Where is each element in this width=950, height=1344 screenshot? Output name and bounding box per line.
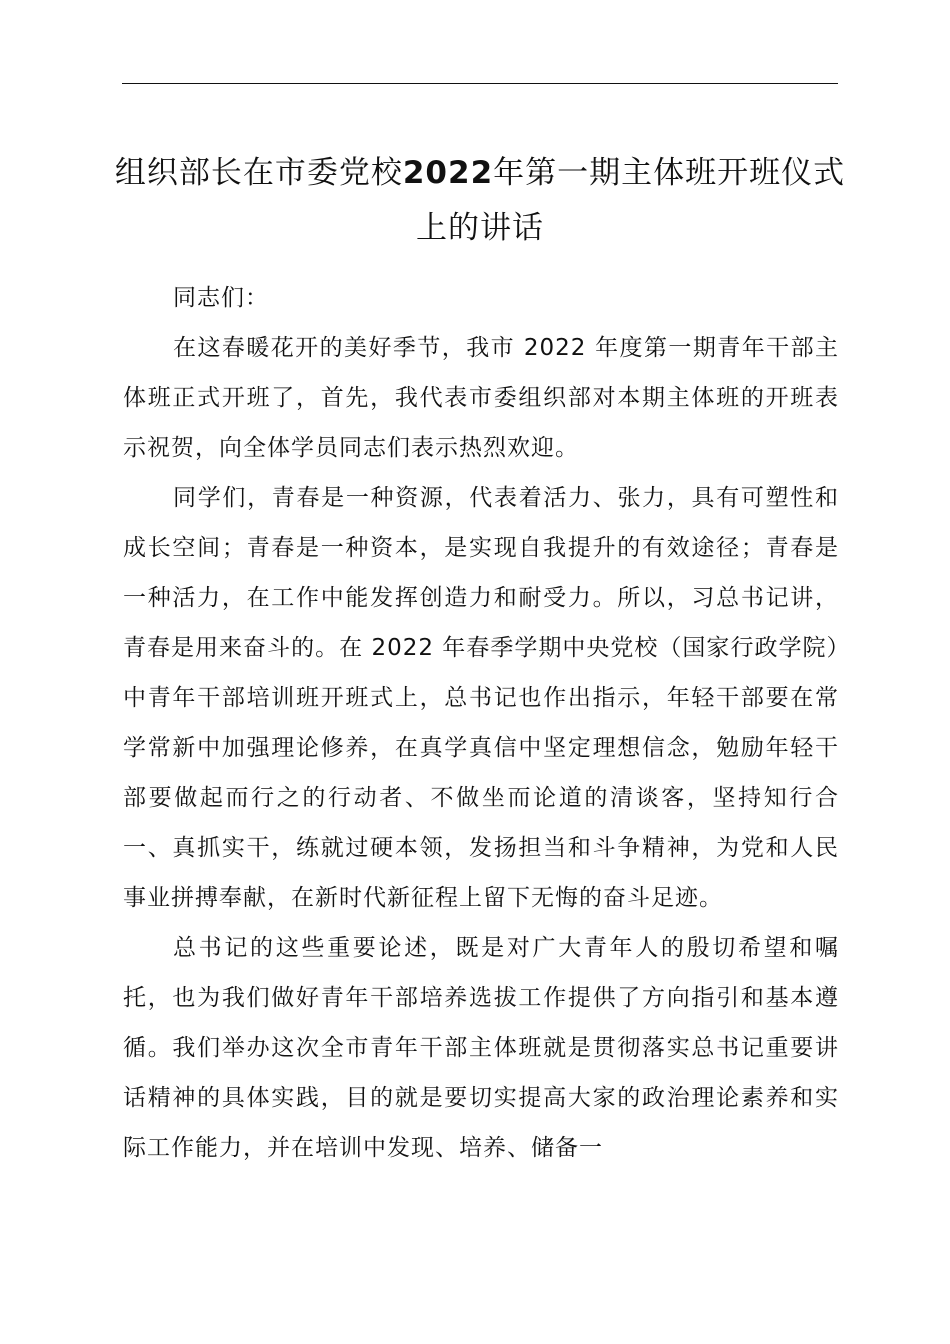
title-part-2: 年第一期主体班开班仪式上的讲话 (416, 155, 846, 246)
document-title (110, 146, 850, 256)
title-part-1: 组织部长在市委党校 (114, 155, 403, 191)
paragraph-1: 在这春暖花开的美好季节，我市 2022 年度第一期青年干部主体班正式开班了，首先，我代表市委组织部对本期主体班的开班表示祝贺，向全体学员同志们表示热烈欢迎。 (123, 335, 839, 461)
paragraph-2: 同学们，青春是一种资源，代表着活力、张力，具有可塑性和成长空间；青春是一种资本，是实现自我提升的有效途径；青春是一种活力，在工作中能发挥创造力和耐受力。所以，习总书记讲，青春是用来奋斗的。在 2022 年春季学期中央党校（国家行政学院）中青年干部培训班开班式上，总书记也作出指示，年轻干部要在常学常新中加强理论修养，在真学真信中坚定理想信念，勉励年轻干部要做起而行之的行动者、不做坐而论道的清谈客，坚持知行合一、真抓实干，练就过硬本领，发扬担当和斗争精神，为党和人民事业拼搏奉献，在新时代新征程上留下无悔的奋斗足迹。 (123, 485, 839, 911)
header-rule (122, 83, 838, 84)
salutation: 同志们： (173, 285, 269, 311)
document-body (123, 273, 839, 1173)
title-year: 2022 (402, 155, 494, 191)
paragraph-3: 总书记的这些重要论述，既是对广大青年人的殷切希望和嘱托，也为我们做好青年干部培养选拔工作提供了方向指引和基本遵循。我们举办这次全市青年干部主体班就是贯彻落实总书记重要讲话精神的具体实践，目的就是要切实提高大家的政治理论素养和实际工作能力，并在培训中发现、培养、储备一 (123, 935, 839, 1161)
